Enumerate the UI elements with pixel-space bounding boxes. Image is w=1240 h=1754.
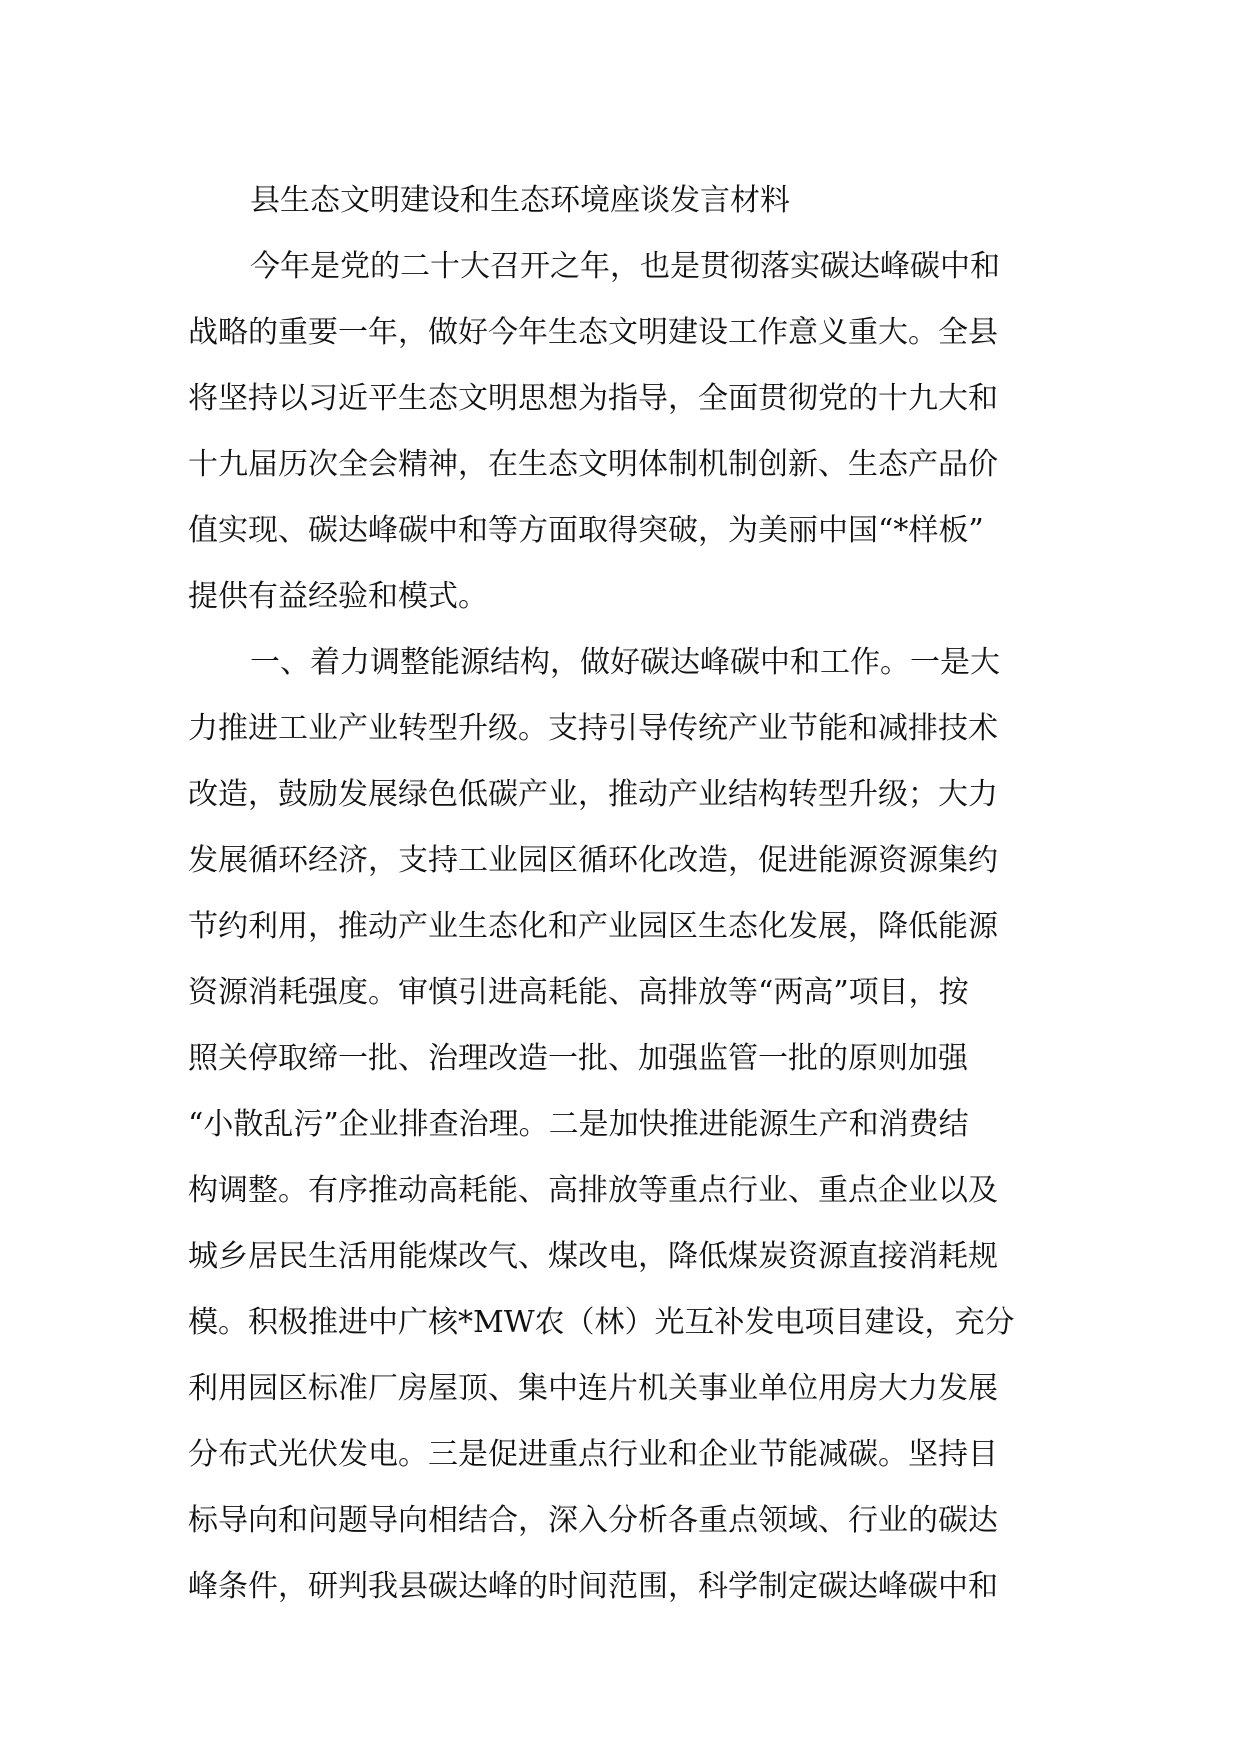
text-line: 值实现、碳达峰碳中和等方面取得突破，为美丽中国“*样板”	[188, 513, 984, 548]
text-line: 分布式光伏发电。三是促进重点行业和企业节能减碳。坚持目	[188, 1437, 998, 1472]
text-line: 提供有益经验和模式。	[188, 579, 488, 614]
text-line: 峰条件，研判我县碳达峰的时间范围，科学制定碳达峰碳中和	[188, 1569, 998, 1604]
text-line: 构调整。有序推动高耗能、高排放等重点行业、重点企业以及	[188, 1173, 998, 1208]
text-line: 模。积极推进中广核*MW农（林）光互补发电项目建设，充分	[188, 1305, 1015, 1340]
document-title: 县生态文明建设和生态环境座谈发言材料	[250, 183, 790, 218]
text-line: 发展循环经济，支持工业园区循环化改造，促进能源资源集约	[188, 843, 998, 878]
text-line: 战略的重要一年，做好今年生态文明建设工作意义重大。全县	[188, 315, 998, 350]
text-line: 改造，鼓励发展绿色低碳产业，推动产业结构转型升级；大力	[188, 777, 998, 812]
paragraph-energy-structure	[188, 630, 1054, 1620]
text-line: 照关停取缔一批、治理改造一批、加强监管一批的原则加强	[188, 1041, 968, 1076]
text-line: 标导向和问题导向相结合，深入分析各重点领域、行业的碳达	[188, 1503, 998, 1538]
text-line: 城乡居民生活用能煤改气、煤改电，降低煤炭资源直接消耗规	[188, 1239, 998, 1274]
text-line: 节约利用，推动产业生态化和产业园区生态化发展，降低能源	[188, 909, 998, 944]
text-line: 将坚持以习近平生态文明思想为指导，全面贯彻党的十九大和	[188, 381, 998, 416]
document-body	[188, 168, 1054, 1620]
text-line: 十九届历次全会精神，在生态文明体制机制创新、生态产品价	[188, 447, 998, 482]
text-line: 资源消耗强度。审慎引进高耗能、高排放等“两高”项目，按	[188, 975, 969, 1010]
text-line: 一、着力调整能源结构，做好碳达峰碳中和工作。一是大	[250, 645, 1000, 680]
text-line: 今年是党的二十大召开之年，也是贯彻落实碳达峰碳中和	[250, 249, 1000, 284]
text-line: 力推进工业产业转型升级。支持引导传统产业节能和减排技术	[188, 711, 998, 746]
text-line: “小散乱污”企业排查治理。二是加快推进能源生产和消费结	[188, 1107, 969, 1142]
paragraph-intro	[188, 234, 1054, 630]
text-line: 利用园区标准厂房屋顶、集中连片机关事业单位用房大力发展	[188, 1371, 998, 1406]
